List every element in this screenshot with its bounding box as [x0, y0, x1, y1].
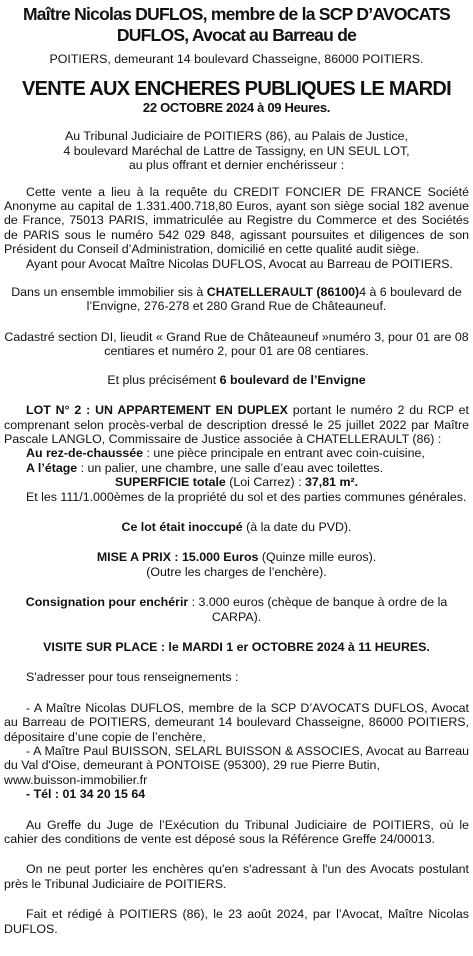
header-address: POITIERS, demeurant 14 boulevard Chasseigne, 86000 POITIERS. — [49, 52, 424, 66]
charges-note: (Outre les charges de l’enchère). — [146, 564, 327, 579]
lot-description: portant le numéro 2 du RCP et comprenant selon procès-verbal de description dressé le 25 juillet 2022 par Maître Pascale LANGLO, Commissaire de Justice associée à CHATELLERAULT (86) : — [4, 403, 469, 446]
precise-address-line — [4, 373, 469, 387]
contact-website — [4, 773, 469, 787]
cadastre-paragraph: Cadastré section DI, lieudit « Grand Rue de Châteauneuf »numéro 3, pour 01 are 08 centiares et numéro 2, pour 01 are 08 centiares. — [4, 329, 469, 359]
starting-price-words: (Quinze mille euros). — [258, 550, 377, 565]
ground-floor-label: Au rez-de-chaussée — [26, 446, 144, 461]
tribunal-line-2: 4 boulevard Maréchal de Lattre de Tassigny, en UN SEUL LOT, — [63, 143, 410, 158]
surface-label: SUPERFICIE totale — [114, 475, 226, 490]
consignation-amount: : 3.000 euros (chèque de banque à ordre de la CARPA). — [188, 595, 448, 624]
lot-shares: Et les 111/1.000èmes de la propriété du sol et des parties communes générales. — [26, 489, 467, 504]
ground-floor-text: : une pièce principale en entrant avec coin-cuisine, — [143, 446, 425, 461]
surface-value: 37,81 m². — [305, 475, 359, 490]
building-address: 4 à 6 boulevard de l’Envigne, 276-278 et 280 Grand Rue de Châteauneuf. — [86, 285, 462, 314]
requester-lawyer: Ayant pour Avocat Maître Nicolas DUFLOS, Avocat au Barreau de POITIERS. — [26, 256, 453, 271]
occupancy-note: (à la date du PVD). — [242, 519, 352, 534]
header-line-2: DUFLOS, Avocat au Barreau de — [116, 25, 357, 45]
contact-item-2: - A Maître Paul BUISSON, SELARL BUISSON & ASSOCIES, Avocat au Barreau du Val d'Oise, demeurant à PONTOISE (95300), 29 rue Pierre Butin, — [4, 744, 469, 773]
contact-intro: S'adresser pour tous renseignements : — [26, 670, 239, 685]
upper-floor-label: A l’étage — [26, 460, 78, 475]
signature-paragraph: Fait et rédigé à POITIERS (86), le 23 août 2024, par l’Avocat, Maître Nicolas DUFLOS. — [4, 907, 469, 936]
lot-ground-floor — [4, 446, 469, 460]
starting-price-line — [4, 550, 469, 564]
restriction-paragraph: On ne peut porter les enchères qu'en s'adressant à l'un des Avocats postulant près le Tribunal Judiciaire de POITIERS. — [4, 862, 469, 891]
precise-address: 6 boulevard de l’Envigne — [219, 372, 366, 387]
header-line-1: Maître Nicolas DUFLOS, membre de la SCP D’AVOCATS — [22, 4, 451, 24]
starting-price: MISE A PRIX : 15.000 Euros — [96, 550, 259, 565]
building-prefix: Dans un ensemble immobilier sis à — [11, 285, 207, 300]
requester-paragraph — [4, 185, 469, 257]
upper-floor-text: : un palier, une chambre, une salle d’eau avec toilettes. — [77, 460, 384, 475]
building-city: CHATELLERAULT (86100) — [206, 285, 360, 300]
sale-date: 22 OCTOBRE 2024 à 09 Heures. — [142, 100, 331, 116]
contact-item-1: - A Maître Nicolas DUFLOS, membre de la SCP D’AVOCATS DUFLOS, Avocat au Barreau de POITIERS, demeurant 14 boulevard Chasseigne, 86000 POITIERS, dépositaire d’une copie de l’enchère, — [4, 700, 469, 744]
lot-surface — [4, 475, 469, 489]
requester-name: CREDIT FONCIER DE FRANCE Société Anonyme — [4, 184, 469, 214]
contact-phone: - Tél : 01 34 20 15 64 — [26, 787, 146, 802]
building-paragraph — [4, 285, 469, 314]
requester-details: au capital de 1.331.400.718,80 Euros, ayant son siège social 182 avenue de France, 75013 PARIS, immatriculée au Registre du Commerce et des Sociétés de PARIS sous le numéro 542 029 848, agissant poursuites et diligences de son Président du Conseil d’Administration, domicilié en cette qualité audit siège. — [4, 199, 469, 257]
greffe-paragraph: Au Greffe du Juge de l’Exécution du Tribunal Judiciaire de POITIERS, où le cahier des conditions de vente est déposé sous la Référence Greffe 24/00013. — [4, 817, 469, 847]
lot-paragraph — [4, 403, 469, 446]
lot-title: LOT N° 2 : UN APPARTEMENT EN DUPLEX — [26, 403, 288, 418]
surface-law: (Loi Carrez) : — [225, 475, 305, 490]
lot-upper-floor — [4, 461, 469, 475]
requester-intro: Cette vente a lieu à la requête du — [26, 184, 234, 199]
visit-line: VISITE SUR PLACE : le MARDI 1 er OCTOBRE 2024 à 11 HEURES. — [43, 639, 430, 654]
website-link[interactable]: www.buisson-immobilier.fr — [4, 772, 148, 787]
consignation-paragraph — [4, 595, 469, 624]
tribunal-block — [4, 129, 469, 172]
tribunal-line-3: au plus offrant et dernier enchérisseur : — [128, 158, 345, 173]
consignation-label: Consignation pour enchérir — [25, 595, 189, 610]
occupancy-status: Ce lot était inoccupé — [121, 519, 243, 534]
precise-prefix: Et plus précisément — [107, 372, 220, 387]
tribunal-line-1: Au Tribunal Judiciaire de POITIERS (86), au Palais de Justice, — [65, 129, 408, 144]
occupancy-line — [4, 520, 469, 534]
sale-title: VENTE AUX ENCHERES PUBLIQUES LE MARDI — [22, 78, 451, 101]
